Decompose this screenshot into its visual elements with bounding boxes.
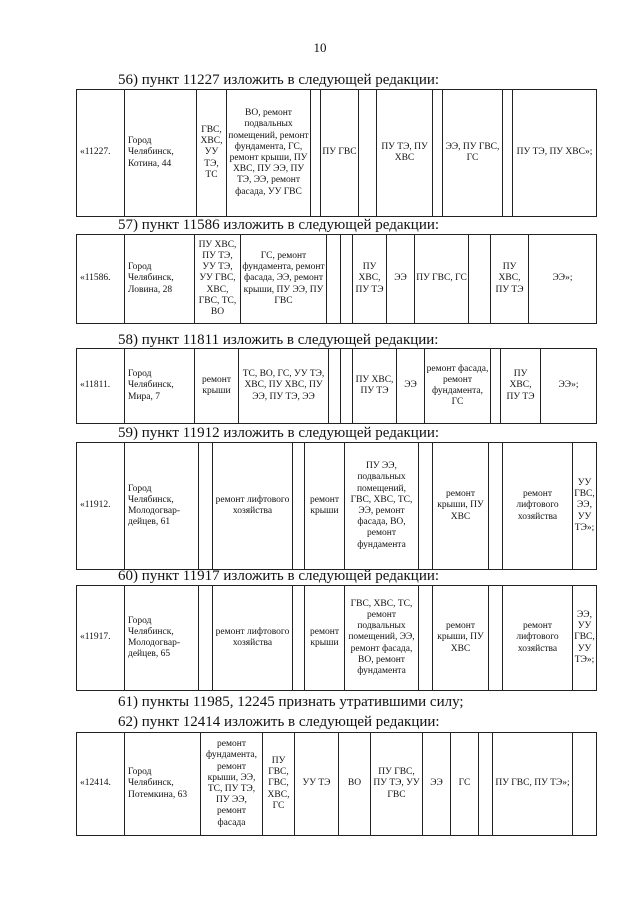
entry-number: «11917. xyxy=(77,586,125,691)
entry-number: «11586. xyxy=(77,235,125,324)
table-cell: ремонт крыши xyxy=(305,586,345,691)
table-cell xyxy=(489,443,503,570)
table-cell xyxy=(433,90,443,217)
table-cell xyxy=(329,349,341,424)
table-cell: ПУ ГВС, ГВС, ХВС, ГС xyxy=(263,733,295,836)
table-cell: ПУ ХВС, ПУ ТЭ xyxy=(353,349,397,424)
section-59-heading: 59) пункт 11912 изложить в следующей редакции: xyxy=(118,425,440,441)
table-cell: ПУ ТЭ, ПУ ХВС xyxy=(377,90,433,217)
table-cell: ПУ ГВС, ПУ ТЭ»; xyxy=(493,733,573,836)
entry-number: «11227. xyxy=(77,90,125,217)
section-58-heading: 58) пункт 11811 изложить в следующей редакции: xyxy=(118,332,439,348)
table-cell: ГС, ремонт фундамента, ремонт фасада, ЭЭ, ремонт крыши, ПУ ЭЭ, ПУ ГВС xyxy=(241,235,327,324)
table-cell xyxy=(469,235,491,324)
table-cell xyxy=(479,733,493,836)
section-57-heading: 57) пункт 11586 изложить в следующей редакции: xyxy=(118,217,440,233)
table-cell xyxy=(503,90,513,217)
table-cell: ПУ ТЭ, ПУ ХВС»; xyxy=(513,90,597,217)
table-cell: ремонт крыши xyxy=(305,443,345,570)
table-cell xyxy=(489,586,503,691)
table-cell xyxy=(491,349,501,424)
address-cell: Город Челябинск, Котина, 44 xyxy=(125,90,197,217)
section-56-table xyxy=(76,89,597,217)
table-cell: ремонт лифтового хозяйства xyxy=(503,443,573,570)
table-cell: ЭЭ»; xyxy=(541,349,597,424)
table-cell: ЭЭ, ПУ ГВС, ГС xyxy=(443,90,503,217)
table-cell xyxy=(293,443,305,570)
address-cell: Город Челябинск, Потемкина, 63 xyxy=(125,733,201,836)
table-cell: ремонт фасада, ремонт фундамента, ГС xyxy=(425,349,491,424)
table-cell: ВО xyxy=(339,733,371,836)
table-cell xyxy=(341,349,353,424)
table-cell xyxy=(199,443,213,570)
table-cell xyxy=(359,90,377,217)
entry-number: «11912. xyxy=(77,443,125,570)
table-cell: ЭЭ xyxy=(423,733,451,836)
table-cell: ТС, ВО, ГС, УУ ТЭ, ХВС, ПУ ХВС, ПУ ЭЭ, ПУ ТЭ, ЭЭ xyxy=(239,349,329,424)
section-56-heading: 56) пункт 11227 изложить в следующей редакции: xyxy=(118,72,440,88)
table-cell: ГС xyxy=(451,733,479,836)
table-cell: ПУ ХВС, ПУ ТЭ xyxy=(501,349,541,424)
table-cell xyxy=(293,586,305,691)
table-cell xyxy=(341,235,353,324)
address-cell: Город Челябинск, Молодогвар-дейцев, 61 xyxy=(125,443,199,570)
address-cell: Город Челябинск, Молодогвар-дейцев, 65 xyxy=(125,586,199,691)
table-cell: ПУ ЭЭ, подвальных помещений, ГВС, ХВС, ТС, ЭЭ, ремонт фасада, ВО, ремонт фундамента xyxy=(345,443,419,570)
section-59-table xyxy=(76,442,597,570)
table-cell xyxy=(199,586,213,691)
section-58-table xyxy=(76,348,597,424)
section-60-table xyxy=(76,585,597,691)
entry-number: «12414. xyxy=(77,733,125,836)
section-62-table xyxy=(76,732,597,836)
table-cell: ГВС, ХВС, ТС, ремонт подвальных помещений, ЭЭ, ремонт фасада, ВО, ремонт фундамента xyxy=(345,586,419,691)
page-number: 10 xyxy=(313,40,327,55)
table-cell: ремонт лифтового хозяйства xyxy=(213,586,293,691)
table-cell: ГВС, ХВС, УУ ТЭ, ТС xyxy=(197,90,227,217)
table-cell: ремонт лифтового хозяйства xyxy=(213,443,293,570)
table-cell: ремонт лифтового хозяйства xyxy=(503,586,573,691)
table-cell: ПУ ХВС, ПУ ТЭ xyxy=(491,235,529,324)
table-cell xyxy=(327,235,341,324)
table-cell xyxy=(311,90,321,217)
address-cell: Город Челябинск, Ловина, 28 xyxy=(125,235,195,324)
table-cell: ВО, ремонт подвальных помещений, ремонт фундамента, ГС, ремонт крыши, ПУ ХВС, ПУ ЭЭ, ПУ ТЭ, ЭЭ, ремонт фасада, УУ ГВС xyxy=(227,90,311,217)
table-cell: УУ ТЭ xyxy=(295,733,339,836)
table-cell: ПУ ГВС xyxy=(321,90,359,217)
table-cell: ЭЭ xyxy=(387,235,415,324)
address-cell: Город Челябинск, Мира, 7 xyxy=(125,349,195,424)
section-57-table xyxy=(76,234,597,324)
table-cell: ремонт крыши, ПУ ХВС xyxy=(433,443,489,570)
section-62-heading: 62) пункт 12414 изложить в следующей редакции: xyxy=(118,714,440,730)
table-cell xyxy=(573,733,597,836)
table-cell: ремонт крыши xyxy=(195,349,239,424)
table-cell: ПУ ХВС, ПУ ТЭ, УУ ТЭ, УУ ГВС, ХВС, ГВС, ТС, ВО xyxy=(195,235,241,324)
table-cell: ремонт фундамента, ремонт крыши, ЭЭ, ТС, ПУ ТЭ, ПУ ЭЭ, ремонт фасада xyxy=(201,733,263,836)
table-cell: ПУ ХВС, ПУ ТЭ xyxy=(353,235,387,324)
table-cell: ЭЭ»; xyxy=(529,235,597,324)
table-cell: УУ ГВС, ЭЭ, УУ ТЭ»; xyxy=(573,443,597,570)
table-cell: ПУ ГВС, ГС xyxy=(415,235,469,324)
table-cell xyxy=(419,586,433,691)
table-cell xyxy=(419,443,433,570)
table-cell: ремонт крыши, ПУ ХВС xyxy=(433,586,489,691)
table-cell: ЭЭ xyxy=(397,349,425,424)
table-cell: ПУ ГВС, ПУ ТЭ, УУ ГВС xyxy=(371,733,423,836)
entry-number: «11811. xyxy=(77,349,125,424)
section-61-heading: 61) пункты 11985, 12245 признать утратившими силу; xyxy=(118,694,464,710)
section-60-heading: 60) пункт 11917 изложить в следующей редакции: xyxy=(118,568,440,584)
table-cell: ЭЭ, УУ ГВС, УУ ТЭ»; xyxy=(573,586,597,691)
